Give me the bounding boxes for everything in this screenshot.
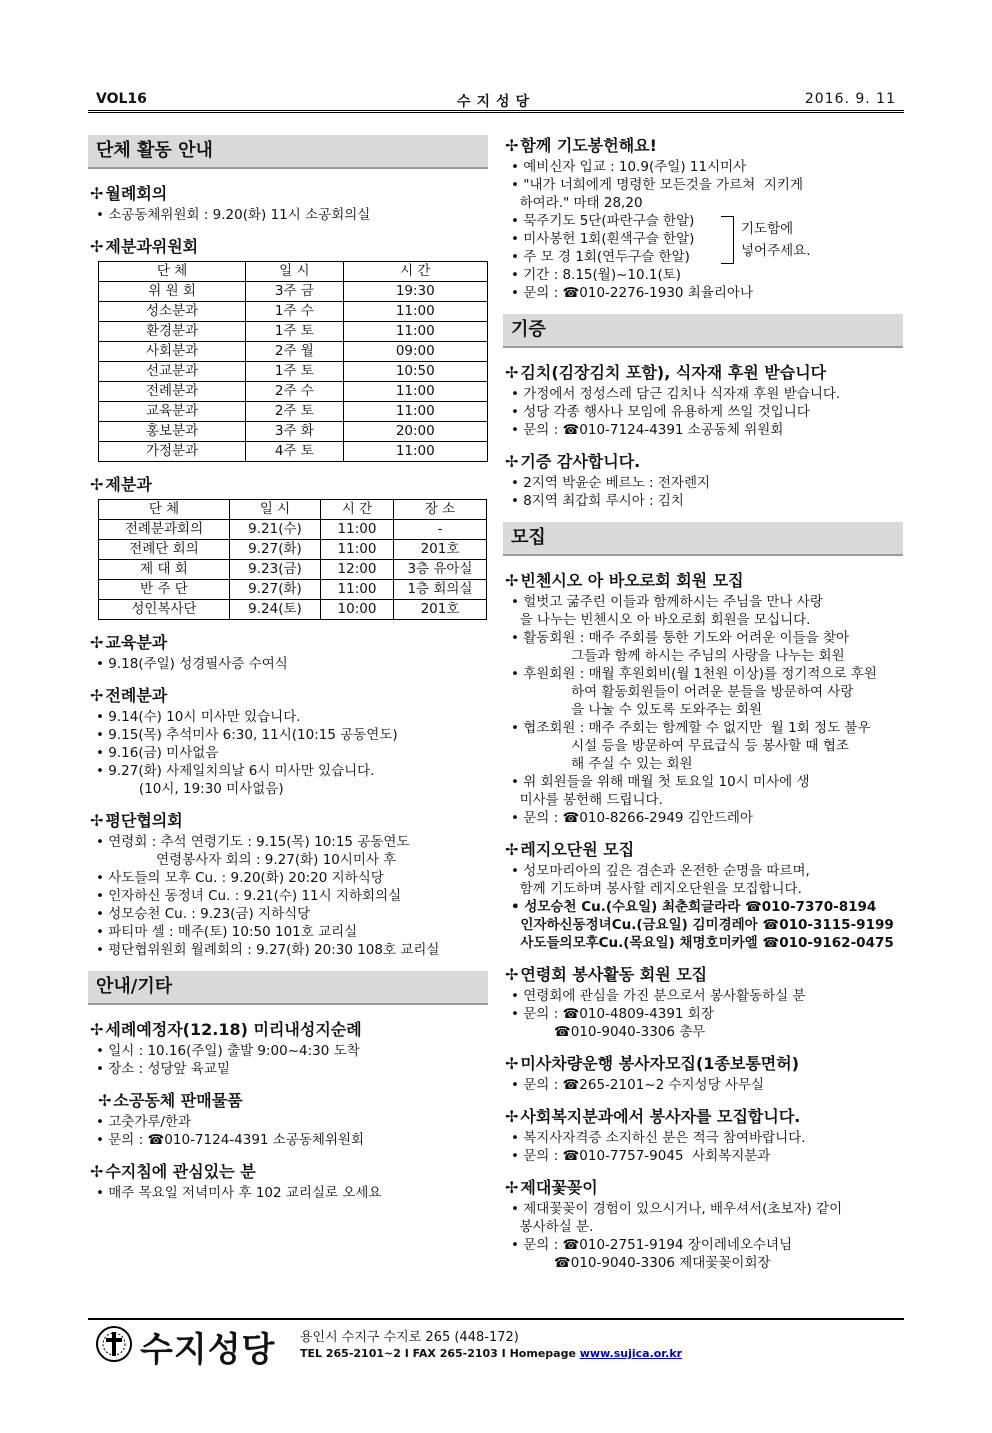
pilgrimage-block — [88, 1019, 488, 1078]
table-row — [99, 402, 488, 422]
cross-icon: ✢ — [505, 452, 519, 471]
divisions-heading — [90, 474, 488, 495]
section-header: 안내/기타 — [88, 971, 488, 1005]
prayer-line: • "내가 너희에게 명령한 모든것을 가르쳐 지키게 — [511, 177, 803, 193]
prayer-line: 하여라." 마태 28,20 — [511, 195, 643, 211]
sales-line: • 문의 : ☎010-7124-4391 소공동체위원회 — [96, 1132, 365, 1148]
laity-line: • 사도들의 모후 Cu. : 9.20(화) 20:20 지하식당 — [96, 870, 384, 886]
homepage-link[interactable]: www.sujica.or.kr — [579, 1347, 683, 1360]
prayer-title: 함께 기도봉헌해요! — [520, 136, 657, 155]
table-cell: 제 대 회 — [99, 560, 230, 580]
vincent-title: 빈첸시오 아 바오로회 회원 모집 — [520, 571, 744, 590]
table-cell: 19:30 — [343, 282, 487, 302]
cross-icon: ✢ — [505, 965, 519, 984]
table-header-cell: 시 간 — [343, 262, 487, 282]
vincent-line: 시설 등을 방문하여 무료급식 등 봉사할 때 협조 — [511, 738, 849, 754]
kimchi-line: • 가정에서 정성스레 담근 김치나 식자재 후원 받습니다. — [511, 386, 841, 402]
liturgy-heading — [90, 685, 488, 706]
table-header-cell: 시 간 — [321, 500, 394, 520]
table-cell: 3주 화 — [246, 422, 343, 442]
thanks-heading — [505, 451, 903, 472]
cross-icon: ✢ — [505, 136, 519, 155]
table-row — [99, 540, 487, 560]
acupuncture-block — [88, 1161, 488, 1202]
cross-icon: ✢ — [505, 1178, 519, 1197]
laity-block — [88, 810, 488, 959]
legio-line: 함께 기도하며 봉사할 레지오단원을 모집합니다. — [511, 881, 802, 897]
table-header-cell: 일 시 — [230, 500, 321, 520]
vincent-block — [503, 570, 903, 827]
table-cell: 11:00 — [343, 382, 487, 402]
bracket-note-line: 기도함에 — [741, 221, 794, 237]
sales-heading — [98, 1090, 488, 1111]
legio-heading — [505, 839, 903, 860]
table-cell: 11:00 — [321, 520, 394, 540]
welfare-line: • 복지사자격증 소지하신 분은 적극 참여바랍니다. — [511, 1130, 806, 1146]
table-cell: 성인복사단 — [99, 600, 230, 620]
driver-block — [503, 1053, 903, 1094]
kimchi-line: • 문의 : ☎010-7124-4391 소공동체 위원회 — [511, 422, 784, 438]
cross-icon: ✢ — [505, 1107, 519, 1126]
table-cell: 201호 — [394, 600, 487, 620]
table-cell: - — [394, 520, 487, 540]
vincent-line: • 헐벗고 굶주린 이들과 함께하시는 주님을 만나 사랑 — [511, 594, 823, 610]
cross-icon: ✢ — [98, 1091, 112, 1110]
laity-line: • 성모승천 Cu. : 9.23(금) 지하식당 — [96, 906, 311, 922]
table-cell: 20:00 — [343, 422, 487, 442]
monthly-heading — [90, 183, 488, 204]
section-header: 모집 — [503, 522, 903, 556]
table-cell: 9.23(금) — [230, 560, 321, 580]
pilgrimage-line: • 장소 : 성당앞 육교밑 — [96, 1061, 231, 1077]
table-cell: 11:00 — [343, 442, 487, 462]
monthly-title: 월례회의 — [105, 184, 168, 203]
table-row — [99, 302, 488, 322]
vincent-line: 하여 활동회원들이 어려운 분들을 방문하여 사랑 — [511, 684, 854, 700]
church-logo-icon — [94, 1324, 134, 1364]
footer-address: 용인시 수지구 수지로 265 (448-172) — [300, 1330, 519, 1345]
flower-heading — [505, 1177, 903, 1198]
committee-title: 제분과위원회 — [105, 237, 199, 256]
table-row — [99, 600, 487, 620]
table-cell: 위 원 회 — [99, 282, 246, 302]
vincent-heading — [505, 570, 903, 591]
sales-line: • 고춧가루/한과 — [96, 1114, 192, 1130]
funeral-heading — [505, 964, 903, 985]
table-row — [99, 322, 488, 342]
table-cell: 2주 월 — [246, 342, 343, 362]
prayer-bracket-line: • 주 모 경 1회(연두구슬 한알) — [511, 249, 690, 265]
cross-icon: ✢ — [90, 237, 104, 256]
table-cell: 11:00 — [343, 402, 487, 422]
vincent-line: 미사를 봉헌해 드립니다. — [511, 792, 663, 808]
divisions-title: 제분과 — [105, 475, 152, 494]
flower-line: • 제대꽃꽂이 경험이 있으시거나, 배우셔서(초보자) 같이 — [511, 1201, 843, 1217]
section-header: 단체 활동 안내 — [88, 135, 488, 169]
liturgy-line: • 9.16(금) 미사없음 — [96, 745, 219, 761]
committee-heading — [90, 236, 488, 257]
table-cell: 1주 토 — [246, 322, 343, 342]
table-cell: 전례분과회의 — [99, 520, 230, 540]
laity-title: 평단협의회 — [105, 811, 183, 830]
bracket-note-line: 넣어주세요. — [741, 243, 811, 259]
acupuncture-heading — [90, 1161, 488, 1182]
bracket-note — [741, 218, 811, 262]
prayer-bracket-line: • 미사봉헌 1회(흰색구슬 한알) — [511, 231, 695, 247]
committee-table — [98, 261, 488, 462]
table-header-row — [99, 262, 488, 282]
issue-date: 2016. 9. 11 — [804, 91, 896, 107]
table-cell: 홍보분과 — [99, 422, 246, 442]
welfare-block — [503, 1106, 903, 1165]
flower-line: 봉사하실 분. — [511, 1219, 594, 1235]
laity-line: • 인자하신 동정녀 Cu. : 9.21(수) 11시 지하회의실 — [96, 888, 402, 904]
cross-icon: ✢ — [90, 1020, 104, 1039]
acupuncture-line: • 매주 목요일 저녁미사 후 102 교리실로 오세요 — [96, 1185, 382, 1201]
education-line: • 9.18(주일) 성경필사증 수여식 — [96, 656, 288, 672]
flower-line: ☎010-9040-3306 제대꽃꽂이회장 — [511, 1255, 771, 1271]
thanks-block — [503, 451, 903, 510]
pilgrimage-line: • 일시 : 10.16(주일) 출발 9:00~4:30 도착 — [96, 1043, 360, 1059]
table-cell: 11:00 — [343, 322, 487, 342]
table-cell: 09:00 — [343, 342, 487, 362]
liturgy-line: • 9.27(화) 사제일치의날 6시 미사만 있습니다. — [96, 763, 375, 779]
laity-heading — [90, 810, 488, 831]
table-cell: 3주 금 — [246, 282, 343, 302]
table-cell: 1주 토 — [246, 362, 343, 382]
legio-contact-line: 사도들의모후Cu.(목요일) 채명호미카엘 ☎010-9162-0475 — [511, 935, 894, 951]
acupuncture-title: 수지침에 관심있는 분 — [105, 1162, 256, 1181]
right-column — [503, 135, 903, 1284]
table-cell: 10:50 — [343, 362, 487, 382]
liturgy-line: • 9.15(목) 추석미사 6:30, 11시(10:15 공동연도) — [96, 727, 398, 743]
table-header-cell: 단 체 — [99, 262, 246, 282]
prayer-bracket-line: • 묵주기도 5단(파란구슬 한알) — [511, 213, 695, 229]
table-cell: 성소분과 — [99, 302, 246, 322]
prayer-tail-line: • 문의 : ☎010-2276-1930 최율리아나 — [511, 285, 754, 301]
table-cell: 전례단 회의 — [99, 540, 230, 560]
cross-icon: ✢ — [90, 475, 104, 494]
table-header-cell: 일 시 — [246, 262, 343, 282]
welfare-heading — [505, 1106, 903, 1127]
vincent-line: • 문의 : ☎010-8266-2949 김안드레아 — [511, 810, 754, 826]
prayer-heading — [505, 135, 903, 156]
table-cell: 3층 유아실 — [394, 560, 487, 580]
table-cell: 교육분과 — [99, 402, 246, 422]
prayer-line: • 예비신자 입교 : 10.9(주일) 11시미사 — [511, 159, 747, 175]
vincent-line: 을 나눌 수 있도록 도와주는 회원 — [511, 702, 763, 718]
vincent-line: 그들과 함께 하시는 주님의 사랑을 나누는 회원 — [511, 648, 845, 664]
vincent-line: • 위 회원들을 위해 매월 첫 토요일 10시 미사에 생 — [511, 774, 810, 790]
welfare-title: 사회복지분과에서 봉사자를 모집합니다. — [520, 1107, 801, 1126]
driver-title: 미사차량운행 봉사자모집(1종보통면허) — [520, 1054, 800, 1073]
legio-line: • 성모마리아의 깊은 겸손과 온전한 순명을 따르며, — [511, 863, 810, 879]
table-cell: 12:00 — [321, 560, 394, 580]
funeral-line: • 문의 : ☎010-4809-4391 회장 — [511, 1006, 714, 1022]
kimchi-line: • 성당 각종 행사나 모임에 유용하게 쓰일 것입니다 — [511, 404, 810, 420]
footer-tel: TEL 265-2101~2 I FAX 265-2103 I Homepage — [300, 1347, 580, 1360]
prayer-tail-line: • 기간 : 8.15(월)~10.1(토) — [511, 267, 682, 283]
liturgy-block — [88, 685, 488, 798]
left-column — [88, 135, 488, 1214]
liturgy-title: 전례분과 — [105, 686, 168, 705]
sales-title: 소공동체 판매물품 — [113, 1091, 243, 1110]
pilgrimage-title: 세례예정자(12.18) 미리내성지순례 — [105, 1020, 362, 1039]
flower-title: 제대꽃꽂이 — [520, 1178, 598, 1197]
table-cell: 1주 수 — [246, 302, 343, 322]
kimchi-heading — [505, 362, 903, 383]
table-row — [99, 342, 488, 362]
thanks-line: • 2지역 박윤순 베르노 : 전자렌지 — [511, 475, 711, 491]
legio-contact-line: • 성모승천 Cu.(수요일) 최춘희글라라 ☎010-7370-8194 — [511, 899, 877, 915]
driver-heading — [505, 1053, 903, 1074]
education-block — [88, 632, 488, 673]
funeral-line: • 연령회에 관심을 가진 분으로서 봉사활동하실 분 — [511, 988, 806, 1004]
table-cell: 사회분과 — [99, 342, 246, 362]
cross-icon: ✢ — [505, 571, 519, 590]
table-cell: 반 주 단 — [99, 580, 230, 600]
table-cell: 2주 수 — [246, 382, 343, 402]
table-row — [99, 282, 488, 302]
table-cell: 201호 — [394, 540, 487, 560]
table-header-row — [99, 500, 487, 520]
table-cell: 11:00 — [321, 580, 394, 600]
funeral-block — [503, 964, 903, 1041]
monthly-line: • 소공동체위원회 : 9.20(화) 11시 소공회의실 — [96, 207, 371, 223]
table-cell: 환경분과 — [99, 322, 246, 342]
table-cell: 전례분과 — [99, 382, 246, 402]
driver-line: • 문의 : ☎265-2101~2 수지성당 사무실 — [511, 1077, 765, 1093]
vincent-line: • 후원회원 : 매월 후원회비(월 1천원 이상)를 정기적으로 후원 — [511, 666, 877, 682]
prayer-block — [503, 135, 903, 302]
committee-block — [88, 236, 488, 462]
thanks-line: • 8지역 최갑희 루시아 : 김치 — [511, 493, 684, 509]
cross-icon: ✢ — [90, 1162, 104, 1181]
education-title: 교육분과 — [105, 633, 168, 652]
laity-line: • 평단협위원회 월례회의 : 9.27(화) 20:30 108호 교리실 — [96, 942, 440, 958]
footer-contact — [300, 1347, 682, 1360]
laity-line: 연령봉사자 회의 : 9.27(화) 10시미사 후 — [96, 852, 397, 868]
monthly-block — [88, 183, 488, 224]
table-row — [99, 382, 488, 402]
vincent-line: • 활동회원 : 매주 주회를 통한 기도와 어려운 이들을 찾아 — [511, 630, 850, 646]
table-cell: 2주 토 — [246, 402, 343, 422]
cross-icon: ✢ — [90, 184, 104, 203]
vincent-line: 해 주실 수 있는 회원 — [511, 756, 693, 772]
laity-line: • 파티마 셀 : 매주(토) 10:50 101호 교리실 — [96, 924, 358, 940]
vincent-line: • 협조회원 : 매주 주회는 함께할 수 없지만 월 1회 정도 불우 — [511, 720, 871, 736]
legio-title: 레지오단원 모집 — [520, 840, 635, 859]
cross-icon: ✢ — [90, 633, 104, 652]
cross-icon: ✢ — [90, 686, 104, 705]
table-cell: 9.24(토) — [230, 600, 321, 620]
section-header: 기증 — [503, 314, 903, 348]
education-heading — [90, 632, 488, 653]
welfare-line: • 문의 : ☎010-7757-9045 사회복지분과 — [511, 1148, 771, 1164]
table-header-cell: 단 체 — [99, 500, 230, 520]
footer-church-name: 수지성당 — [140, 1330, 276, 1370]
cross-icon: ✢ — [505, 840, 519, 859]
liturgy-line: (10시, 19:30 미사없음) — [96, 781, 284, 797]
table-row — [99, 520, 487, 540]
table-cell: 가정분과 — [99, 442, 246, 462]
table-row — [99, 362, 488, 382]
table-cell: 4주 토 — [246, 442, 343, 462]
table-cell: 10:00 — [321, 600, 394, 620]
thanks-title: 기증 감사합니다. — [520, 452, 641, 471]
bracket-shape — [721, 216, 734, 264]
legio-block — [503, 839, 903, 952]
funeral-title: 연령회 봉사활동 회원 모집 — [520, 965, 708, 984]
page-header — [88, 88, 904, 113]
table-cell: 11:00 — [343, 302, 487, 322]
volume-label: VOL16 — [96, 91, 147, 107]
table-row — [99, 422, 488, 442]
sales-block — [88, 1090, 488, 1149]
footer — [88, 1318, 904, 1370]
table-cell: 9.21(수) — [230, 520, 321, 540]
divisions-table — [98, 499, 487, 620]
cross-icon: ✢ — [505, 363, 519, 382]
table-row — [99, 560, 487, 580]
flower-block — [503, 1177, 903, 1272]
divisions-block — [88, 474, 488, 620]
table-header-cell: 장 소 — [394, 500, 487, 520]
table-row — [99, 442, 488, 462]
flower-line: • 문의 : ☎010-2751-9194 장이레네오수녀님 — [511, 1237, 793, 1253]
funeral-line: ☎010-9040-3306 총무 — [511, 1024, 706, 1040]
kimchi-title: 김치(김장김치 포함), 식자재 후원 받습니다 — [520, 363, 827, 382]
laity-line: • 연령회 : 추석 연령기도 : 9.15(목) 10:15 공동연도 — [96, 834, 410, 850]
pilgrimage-heading — [90, 1019, 488, 1040]
cross-icon: ✢ — [90, 811, 104, 830]
table-cell: 선교분과 — [99, 362, 246, 382]
prayer-bracket-group — [503, 212, 903, 266]
table-cell: 9.27(화) — [230, 540, 321, 560]
legio-contact-line: 인자하신동정녀Cu.(금요일) 김미경레아 ☎010-3115-9199 — [511, 917, 894, 933]
vincent-line: 을 나누는 빈첸시오 아 바오로회 회원을 모십니다. — [511, 612, 811, 628]
kimchi-block — [503, 362, 903, 439]
cross-icon: ✢ — [505, 1054, 519, 1073]
liturgy-line: • 9.14(수) 10시 미사만 있습니다. — [96, 709, 301, 725]
page-title: 수지성당 — [456, 94, 536, 110]
table-row — [99, 580, 487, 600]
table-cell: 9.27(화) — [230, 580, 321, 600]
table-cell: 1층 회의실 — [394, 580, 487, 600]
table-cell: 11:00 — [321, 540, 394, 560]
